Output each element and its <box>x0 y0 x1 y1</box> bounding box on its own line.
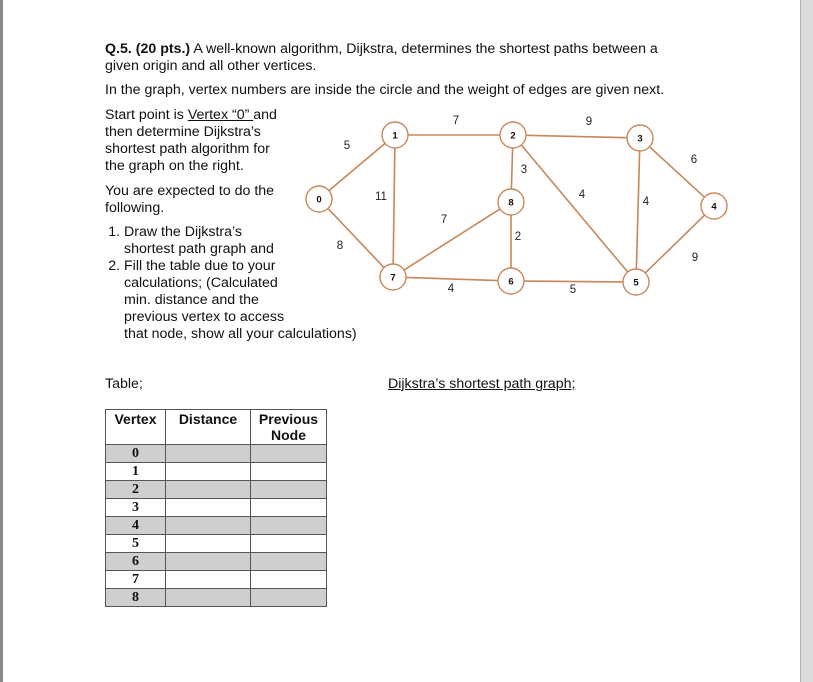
vertex-cell: 7 <box>106 571 166 589</box>
edge-1-7 <box>393 148 395 264</box>
edge-7-6 <box>406 277 498 280</box>
header-previous-node: Previous Node <box>251 410 327 445</box>
step-2-line-1: Fill the table due to your <box>124 258 276 274</box>
vertex-label-0: 0 <box>316 194 322 206</box>
edge-weight-2-3: 9 <box>585 116 593 128</box>
edge-weight-8-7: 7 <box>440 214 448 226</box>
question-line-2: given origin and all other vertices. <box>105 58 317 74</box>
vertex-label-6: 6 <box>508 276 514 288</box>
vertex-label-2: 2 <box>510 130 516 142</box>
edge-weight-0-7: 8 <box>336 240 344 252</box>
header-distance: Distance <box>166 410 251 445</box>
edge-weight-7-6: 4 <box>447 283 455 295</box>
edge-4-5 <box>645 215 704 273</box>
vertex-cell: 8 <box>106 589 166 607</box>
start-line-2: then determine Dijkstra’s <box>105 124 261 140</box>
edge-2-3 <box>526 135 627 137</box>
vertex-cell: 4 <box>106 517 166 535</box>
edge-weight-1-2: 7 <box>452 115 460 127</box>
expected-line-1: You are expected to do the <box>105 183 275 199</box>
question-line-1-text: A well-known algorithm, Dijkstra, determines the shortest paths between a <box>190 41 658 57</box>
graph-label: Dijkstra’s shortest path graph; <box>388 376 576 392</box>
start-line-4: the graph on the right. <box>105 158 244 174</box>
expected-line-2: following. <box>105 200 165 216</box>
start-vertex-link: Vertex “0” <box>187 107 254 123</box>
step-2-line-5: that node, show all your calculations) <box>124 326 357 342</box>
edge-weight-6-5: 5 <box>569 284 577 296</box>
edge-weight-1-7: 11 <box>375 191 387 203</box>
vertex-cell: 1 <box>106 463 166 481</box>
vertex-cell: 0 <box>106 445 166 463</box>
table-label: Table; <box>105 376 143 392</box>
header-vertex: Vertex <box>106 410 166 445</box>
edge-3-5 <box>636 151 639 269</box>
edge-0-1 <box>329 143 385 190</box>
edge-weight-4-5: 9 <box>691 252 699 264</box>
edge-weight-3-4: 6 <box>690 154 698 166</box>
vertex-label-8: 8 <box>508 197 514 209</box>
vertex-cell: 6 <box>106 553 166 571</box>
start-line-3: shortest path algorithm for <box>105 141 270 157</box>
edge-weight-2-5: 4 <box>578 189 586 201</box>
edge-2-5 <box>521 145 627 272</box>
step-1-line-2: shortest path graph and <box>124 241 274 257</box>
edge-weight-0-1: 5 <box>343 140 351 152</box>
question-line-3: In the graph, vertex numbers are inside the circle and the weight of edges are given next. <box>105 82 665 98</box>
start-line-1-pre: Start point is <box>105 107 188 123</box>
edge-6-5 <box>524 281 623 282</box>
step-2-line-2: calculations; (Calculated <box>124 275 278 291</box>
vertex-cell: 2 <box>106 481 166 499</box>
vertex-label-4: 4 <box>711 201 717 213</box>
step-1-line-1: Draw the Dijkstra’s <box>124 224 242 240</box>
step-2-line-3: min. distance and the <box>124 292 259 308</box>
vertex-cell: 5 <box>106 535 166 553</box>
edge-8-7 <box>404 209 500 270</box>
edge-2-8 <box>511 148 512 189</box>
edge-weight-8-6: 2 <box>514 231 522 243</box>
edge-weight-3-5: 4 <box>642 196 650 208</box>
vertex-label-7: 7 <box>390 272 396 284</box>
vertex-label-5: 5 <box>633 277 639 289</box>
vertex-cell: 3 <box>106 499 166 517</box>
step-2-line-4: previous vertex to access <box>124 309 285 325</box>
edge-0-7 <box>328 208 384 267</box>
edge-weight-2-8: 3 <box>520 164 528 176</box>
start-line-1-post: and <box>253 107 277 123</box>
question-number: Q.5. <box>105 41 132 57</box>
question-points: (20 pts.) <box>135 41 191 57</box>
vertex-label-3: 3 <box>637 133 643 145</box>
vertex-label-1: 1 <box>392 130 398 142</box>
